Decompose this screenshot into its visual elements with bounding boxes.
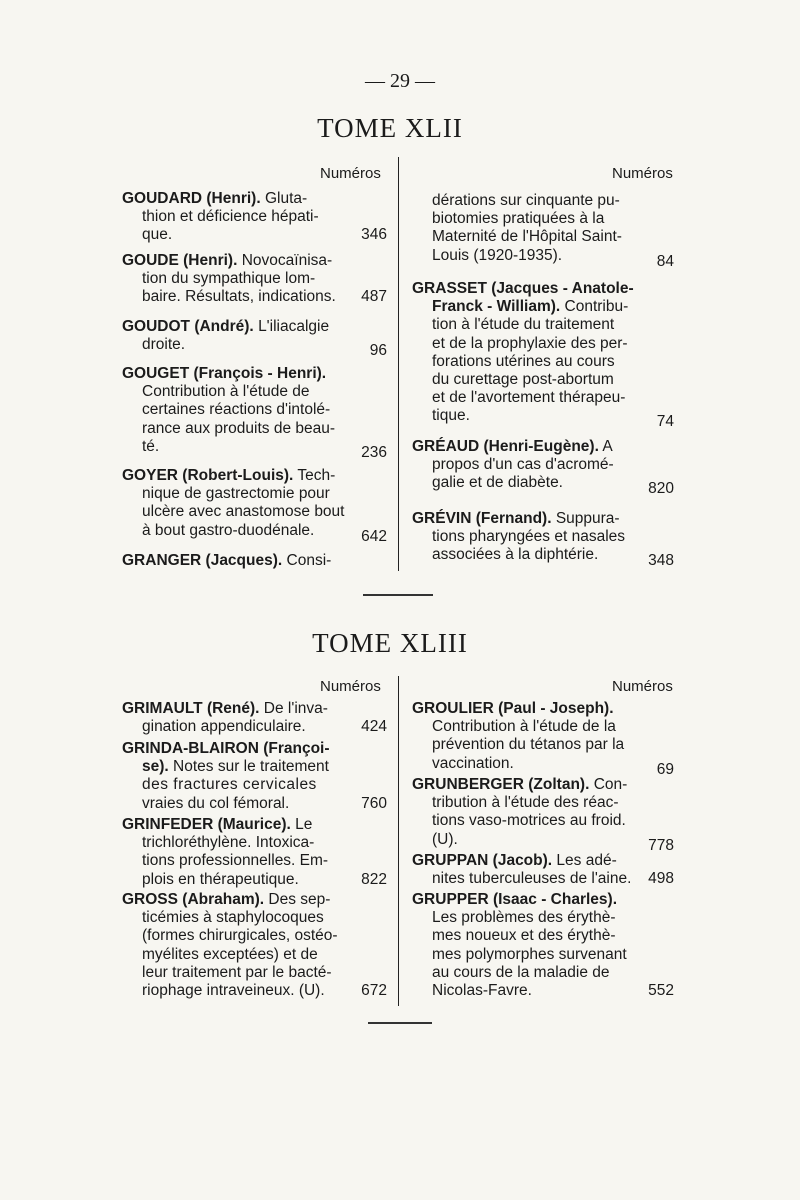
numeros-header: Numéros (612, 165, 673, 182)
entry-number: 96 (369, 342, 387, 360)
entry-number: 672 (361, 981, 387, 999)
entry-author: GRINDA-BLAIRON (Françoi- (122, 740, 330, 757)
entry-author: GROSS (Abraham). (122, 891, 265, 908)
index-entry (412, 192, 674, 270)
entry-number: 820 (648, 480, 674, 498)
entry-author: GRÉVIN (Fernand). (412, 510, 552, 527)
entry-author: GRASSET (Jacques - Anatole- (412, 280, 634, 297)
tome-title: TOME XLII (317, 113, 463, 143)
entry-author: GRINFEDER (Maurice). (122, 816, 291, 833)
entry-text: De l'inva- (263, 700, 328, 717)
entry-text: ticémies à staphylocoques (142, 909, 324, 927)
entry-author: GRUNBERGER (Zoltan). (412, 776, 590, 793)
entry-text: ulcère avec anastomose bout (142, 503, 345, 521)
entry-number: 424 (361, 718, 387, 736)
entry-text: propos d'un cas d'acromé- (432, 456, 614, 474)
index-entry (122, 467, 387, 545)
entry-number: 778 (648, 836, 674, 854)
entry-author: GOUDE (Henri). (122, 252, 238, 269)
entry-text: certaines réactions d'intolé- (142, 401, 331, 419)
entry-author: GOUDOT (André). (122, 318, 254, 335)
entry-text: biotomies pratiquées à la (432, 210, 605, 228)
index-entry (122, 252, 387, 307)
numeros-header: Numéros (612, 678, 673, 695)
index-entry (122, 365, 387, 461)
index-entry (122, 190, 387, 245)
entry-text: A (602, 438, 613, 455)
index-entry (412, 280, 674, 431)
index-entry (412, 776, 674, 854)
entry-author: Franck - William). (432, 298, 561, 316)
entry-text: plois en thérapeutique. (142, 870, 299, 888)
entry-text: té. (142, 437, 160, 455)
index-entry (412, 510, 674, 570)
index-entry (412, 891, 674, 1000)
entry-text: tions professionnelles. Em- (142, 852, 329, 870)
index-entry (122, 552, 387, 570)
entry-text: Novocaïnisa- (241, 252, 333, 269)
column-divider (398, 676, 399, 1006)
entry-text: Notes sur le traitement (173, 758, 329, 776)
entry-text: prévention du tétanos par la (432, 736, 625, 754)
entry-author: GOUGET (François - Henri). (122, 365, 327, 382)
index-entry (122, 700, 387, 736)
entry-text: rance aux produits de beau- (142, 419, 336, 437)
entry-text: leur traitement par le bacté- (142, 963, 332, 981)
entry-author: GRÉAUD (Henri-Eugène). (412, 438, 599, 455)
page-number: — 29 — (365, 70, 435, 92)
entry-text: Consi- (286, 552, 332, 569)
entry-text: myélites exceptées) et de (142, 945, 318, 963)
entry-text: trichloréthylène. Intoxica- (142, 834, 315, 852)
entry-text: baire. Résultats, indications. (142, 288, 336, 306)
numeros-header: Numéros (320, 678, 381, 695)
entry-text: Maternité de l'Hôpital Saint- (432, 228, 622, 246)
entry-text: Con- (593, 776, 628, 793)
entry-text: Suppura- (555, 510, 620, 527)
entry-text: tions pharyngées et nasales (432, 528, 626, 546)
entry-text: du curettage post-abortum (432, 370, 614, 388)
entry-text: dérations sur cinquante pu- (432, 192, 620, 209)
index-entry (122, 891, 387, 1000)
numeros-header: Numéros (320, 165, 381, 182)
entry-author: GROULIER (Paul - Joseph). (412, 700, 614, 717)
entry-text: et de l'avortement thérapeu- (432, 389, 626, 407)
entry-text: au cours de la maladie de (432, 963, 610, 981)
entry-number: 487 (361, 288, 387, 306)
entry-number: 346 (361, 226, 387, 244)
entry-number: 74 (656, 413, 674, 431)
entry-text: et de la prophylaxie des per- (432, 334, 628, 352)
entry-text: Le (295, 816, 313, 833)
entry-text: vraies du col fémoral. (142, 794, 290, 812)
entry-author: GRIMAULT (René). (122, 700, 260, 717)
entry-text: thion et déficience hépati- (142, 208, 319, 226)
section-divider (368, 1022, 432, 1024)
entry-number: 642 (361, 527, 387, 545)
entry-text: mes polymorphes survenant (432, 945, 627, 963)
entry-author: GOYER (Robert-Louis). (122, 467, 294, 484)
index-entry (412, 700, 674, 778)
entry-number: 236 (361, 443, 387, 461)
entry-number: 84 (656, 252, 674, 270)
entry-text: droite. (142, 336, 186, 354)
entry-text: tion du sympathique lom- (142, 270, 316, 288)
entry-text: Les adé- (556, 852, 617, 869)
entry-text: Contribution à l'étude de (142, 383, 310, 401)
entry-text: tion à l'étude du traitement (432, 316, 615, 334)
entry-text: Nicolas-Favre. (432, 981, 532, 999)
entry-text: des fractures cervicales (142, 776, 317, 794)
entry-text: galie et de diabète. (432, 474, 563, 492)
entry-number: 348 (648, 552, 674, 570)
entry-text: tions vaso-motrices au froid. (432, 812, 626, 830)
entry-text: nique de gastrectomie pour (142, 485, 330, 503)
entry-text: tique. (432, 407, 470, 425)
entry-author: se). (142, 758, 169, 776)
entry-author: GRUPPAN (Jacob). (412, 852, 553, 869)
entry-text: nites tuberculeuses de l'aine. (432, 870, 632, 888)
entry-author: GRANGER (Jacques). (122, 552, 283, 569)
entry-text: Tech- (297, 467, 336, 484)
entry-text: L'iliacalgie (258, 318, 330, 335)
entry-text: riophage intraveineux. (U). (142, 981, 325, 999)
entry-text: forations utérines au cours (432, 352, 615, 370)
entry-text: associées à la diphtérie. (432, 546, 599, 564)
entry-text: (U). (432, 830, 458, 848)
entry-text: gination appendiculaire. (142, 718, 306, 736)
entry-text: mes noueux et des érythè- (432, 927, 616, 945)
entry-number: 552 (648, 981, 674, 999)
entry-number: 498 (648, 870, 674, 888)
entry-text: vaccination. (432, 754, 514, 772)
entry-author: GOUDARD (Henri). (122, 190, 261, 207)
entry-text: Louis (1920-1935). (432, 246, 563, 264)
index-entry (412, 852, 674, 888)
index-entry (122, 318, 387, 360)
index-entry (122, 816, 387, 889)
section-divider (363, 594, 433, 596)
entry-text: (formes chirurgicales, ostéo- (142, 927, 338, 945)
entry-text: tribution à l'étude des réac- (432, 794, 619, 812)
entry-number: 760 (361, 794, 387, 812)
entry-number: 822 (361, 870, 387, 888)
entry-text: Des sep- (268, 891, 331, 908)
index-entry (412, 438, 674, 498)
entry-number: 69 (656, 760, 674, 778)
entry-text: à bout gastro-duodénale. (142, 521, 315, 539)
entry-text: Les problèmes des érythè- (432, 909, 616, 927)
entry-author: GRUPPER (Isaac - Charles). (412, 891, 618, 908)
entry-text: Contribution à l'étude de la (432, 718, 616, 736)
entry-text: que. (142, 226, 173, 244)
entry-text: Gluta- (264, 190, 308, 207)
index-entry (122, 740, 387, 813)
entry-text: Contribu- (564, 298, 629, 316)
column-divider (398, 157, 399, 571)
tome-title: TOME XLIII (312, 628, 468, 658)
